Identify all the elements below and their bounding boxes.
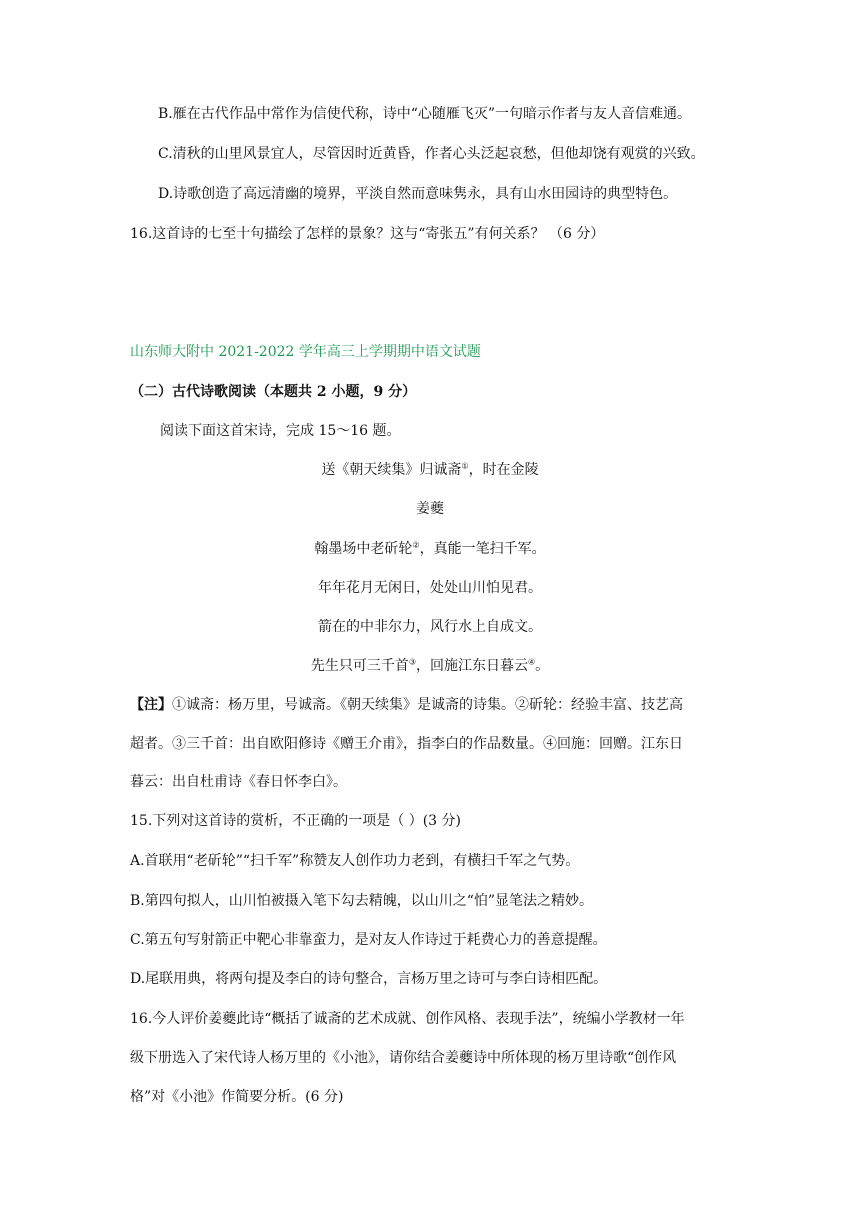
poem-line-2: 年年花月无闲日，处处山川怕见君。 bbox=[318, 580, 542, 596]
poem-author: 姜夔 bbox=[416, 501, 444, 517]
section-heading: （二）古代诗歌阅读（本题共 2 小题，9 分） bbox=[130, 384, 417, 400]
exam-source-label: 山东师大附中 2021-2022 学年高三上学期期中语文试题 bbox=[130, 344, 481, 360]
poem-line-4-c: 。 bbox=[535, 658, 550, 674]
poem-title-tail: ，时在金陵 bbox=[468, 462, 539, 478]
poem-line-1-b: ，真能一笔扫千军。 bbox=[419, 541, 546, 557]
notes-line-3: 暮云：出自杜甫诗《春日怀李白》。 bbox=[130, 774, 347, 790]
prev-option-d: D.诗歌创造了高远清幽的境界，平淡自然而意味隽永，具有山水田园诗的典型特色。 bbox=[158, 186, 678, 202]
prev-question-16: 16.这首诗的七至十句描绘了怎样的景象？这与“寄张五”有何关系？ （6 分） bbox=[130, 226, 605, 242]
q15-option-d: D.尾联用典，将两句提及李白的诗句整合，言杨万里之诗可与李白诗相匹配。 bbox=[130, 971, 608, 987]
q15-option-c: C.第五句写射箭正中靶心非靠蛮力，是对友人作诗过于耗费心力的善意提醒。 bbox=[130, 932, 607, 948]
poem-line-4-a: 先生只可三千首 bbox=[310, 658, 409, 674]
poem-line-1 bbox=[0, 539, 860, 559]
poem-title-note-mark: ① bbox=[461, 461, 469, 471]
section-instruction: 阅读下面这首宋诗，完成 15～16 题。 bbox=[160, 423, 401, 439]
q15-stem: 15.下列对这首诗的赏析，不正确的一项是（ ）(3 分) bbox=[130, 813, 461, 829]
prev-option-c: C.清秋的山里风景宜人，尽管因时近黄昏，作者心头泛起哀愁，但他却饶有观赏的兴致。 bbox=[158, 146, 705, 162]
notes-line-1 bbox=[130, 695, 683, 715]
q16-line-1: 16.今人评价姜夔此诗“概括了诚斋的艺术成就、创作风格、表现手法”，统编小学教材一年 bbox=[130, 1011, 685, 1027]
notes-label: 【注】 bbox=[130, 697, 172, 713]
notes-line-2: 超者。③三千首：出自欧阳修诗《赠王介甫》，指李白的作品数量。④回施：回赠。江东日 bbox=[130, 736, 683, 752]
q16-line-3: 格”对《小池》作简要分析。(6 分) bbox=[130, 1089, 344, 1105]
poem-line-1-a: 翰墨场中老斫轮 bbox=[314, 541, 413, 557]
poem-line-4-note-mark-2: ④ bbox=[528, 657, 536, 667]
poem-title bbox=[0, 460, 860, 480]
q15-option-b: B.第四句拟人，山川怕被摄入笔下勾去精魄，以山川之“怕”显笔法之精妙。 bbox=[130, 893, 594, 909]
prev-option-b: B.雁在古代作品中常作为信使代称，诗中“心随雁飞灭”一句暗示作者与友人音信难通。 bbox=[158, 106, 692, 122]
poem-line-3: 箭在的中非尔力，风行水上自成文。 bbox=[318, 619, 542, 635]
q15-option-a: A.首联用“老斫轮”“扫千军”称赞友人创作功力老到，有横扫千军之气势。 bbox=[130, 853, 580, 869]
poem-title-main: 送《朝天续集》归诚斋 bbox=[321, 462, 462, 478]
notes-line-1-text: ①诚斋：杨万里，号诚斋。《朝天续集》是诚斋的诗集。②斫轮：经验丰富、技艺高 bbox=[172, 697, 683, 713]
poem-line-4-b: ，回施江东日暮云 bbox=[416, 658, 528, 674]
poem-line-1-note-mark: ② bbox=[412, 540, 420, 550]
poem-line-4 bbox=[0, 656, 860, 676]
q16-line-2: 级下册选入了宋代诗人杨万里的《小池》，请你结合姜夔诗中所体现的杨万里诗歌“创作风 bbox=[130, 1050, 677, 1066]
poem-line-4-note-mark: ③ bbox=[408, 657, 416, 667]
